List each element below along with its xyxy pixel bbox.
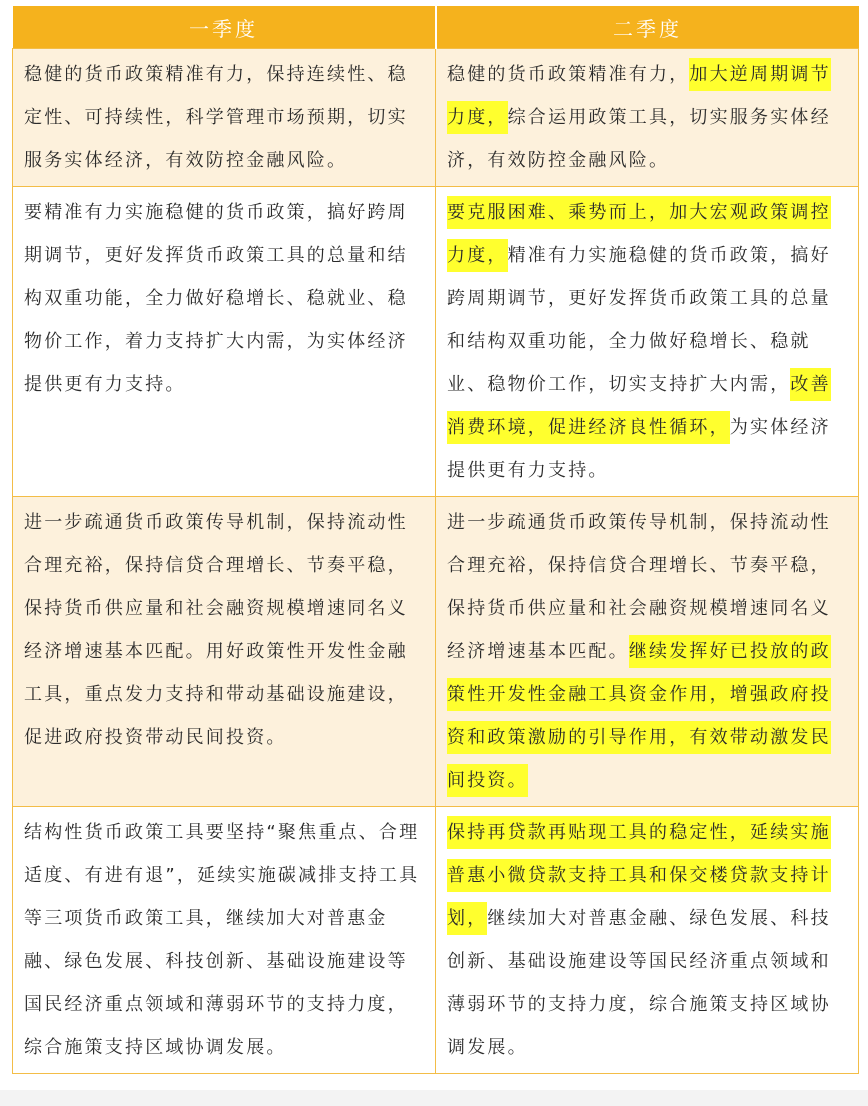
highlighted-text: 要克服困难、乘势而上，加大宏观政策调控力度， [447,196,831,272]
header-q1: 一季度 [13,6,436,49]
cell-q1: 要精准有力实施稳健的货币政策，搞好跨周期调节，更好发挥货币政策工具的总量和结构双重功能，全力做好稳增长、稳就业、稳物价工作，着力支持扩大内需，为实体经济提供更有力支持。 [13,187,436,497]
text-segment: 稳健的货币政策精准有力， [447,64,690,85]
cell-q2 [436,497,859,807]
bottom-strip [0,1090,868,1106]
policy-comparison-table [12,6,859,1074]
highlighted-text: 继续发挥好已投放的政策性开发性金融工具资金作用，增强政府投资和政策激励的引导作用，有效带动激发民间投资。 [447,635,831,797]
text-segment: 综合运用政策工具，切实服务实体经济，有效防控金融风险。 [447,107,831,171]
table-row [13,807,859,1074]
highlighted-text: 改善消费环境，促进经济良性循环， [447,368,831,444]
table-body [13,49,859,1074]
cell-q1: 结构性货币政策工具要坚持“聚焦重点、合理适度、有进有退”，延续实施碳减排支持工具等三项货币政策工具，继续加大对普惠金融、绿色发展、科技创新、基础设施建设等国民经济重点领域和薄弱环节的支持力度，综合施策支持区域协调发展。 [13,807,436,1074]
text-segment: 进一步疏通货币政策传导机制，保持流动性合理充裕，保持信贷合理增长、节奏平稳，保持货币供应量和社会融资规模增速同名义经济增速基本匹配。 [447,512,831,662]
cell-q1: 进一步疏通货币政策传导机制，保持流动性合理充裕，保持信贷合理增长、节奏平稳，保持货币供应量和社会融资规模增速同名义经济增速基本匹配。用好政策性开发性金融工具，重点发力支持和带动基础设施建设，促进政府投资带动民间投资。 [13,497,436,807]
text-segment: 为实体经济提供更有力支持。 [447,417,831,481]
highlighted-text: 加大逆周期调节力度， [447,58,831,134]
highlighted-text: 保持再贷款再贴现工具的稳定性，延续实施普惠小微贷款支持工具和保交楼贷款支持计划， [447,816,831,935]
table-row [13,49,859,187]
cell-q2 [436,49,859,187]
text-segment: 精准有力实施稳健的货币政策，搞好跨周期调节，更好发挥货币政策工具的总量和结构双重功能，全力做好稳增长、稳就业、稳物价工作，切实支持扩大内需， [447,245,831,395]
header-row [13,6,859,49]
cell-q2 [436,187,859,497]
cell-q2 [436,807,859,1074]
header-q2: 二季度 [436,6,859,49]
table-row [13,187,859,497]
cell-q1: 稳健的货币政策精准有力，保持连续性、稳定性、可持续性，科学管理市场预期，切实服务实体经济，有效防控金融风险。 [13,49,436,187]
text-segment: 继续加大对普惠金融、绿色发展、科技创新、基础设施建设等国民经济重点领域和薄弱环节的支持力度，综合施策支持区域协调发展。 [447,908,831,1058]
table-row [13,497,859,807]
